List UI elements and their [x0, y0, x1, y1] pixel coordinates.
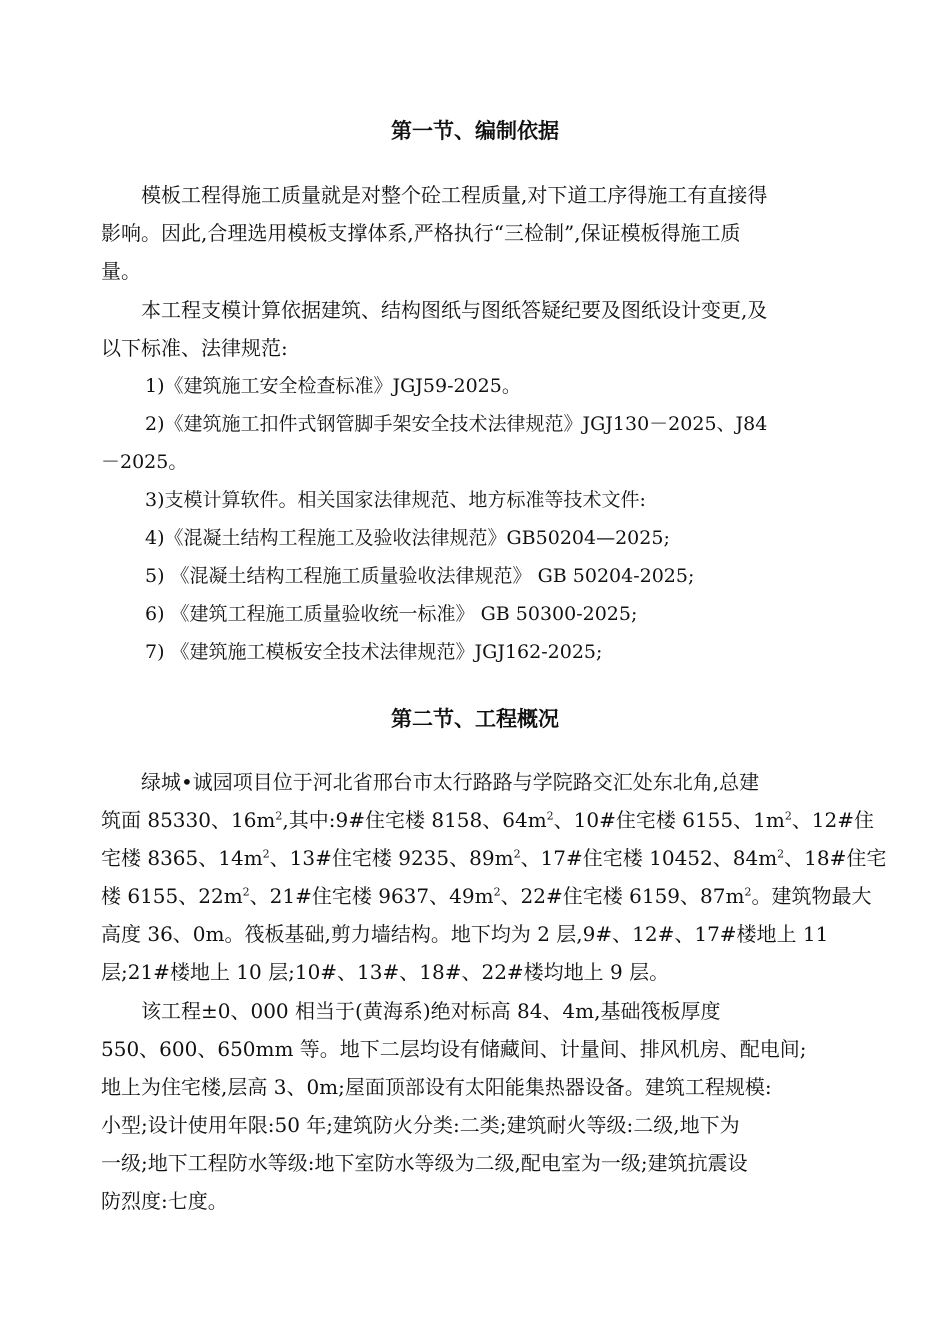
text-line: 小型;设计使用年限:50 年;建筑防火分类:二类;建筑耐火等级:二级,地下为	[101, 1113, 740, 1137]
standard-item-2-continued: －2025。	[101, 451, 188, 473]
superscript: 2	[784, 809, 792, 823]
standard-item-2: 2)《建筑施工扣件式钢管脚手架安全技术法律规范》JGJ130－2025、J84	[145, 413, 768, 435]
section-2-paragraph-1	[101, 763, 887, 991]
superscript: 2	[513, 847, 521, 861]
text-span: ,其中:9#住宅楼 8158、64m	[282, 808, 547, 832]
superscript: 2	[546, 809, 554, 823]
text-line: 该工程±0、000 相当于(黄海系)绝对标高 84、4m,基础筏板厚度	[141, 999, 721, 1023]
text-span: 。建筑物最大	[751, 884, 872, 908]
text-span: 楼 6155、22m	[101, 884, 243, 908]
text-line: 量。	[101, 259, 141, 283]
text-span: 、22#住宅楼 6159、87m	[500, 884, 745, 908]
superscript: 2	[262, 847, 270, 861]
text-line: 模板工程得施工质量就是对整个砼工程质量,对下道工序得施工有直接得	[141, 183, 768, 207]
text-line: 以下标准、法律规范:	[101, 336, 288, 360]
text-line: 550、600、650mm 等。地下二层均设有储藏间、计量间、排风机房、配电间;	[101, 1037, 807, 1061]
superscript: 2	[777, 847, 785, 861]
text-line: 防烈度:七度。	[101, 1189, 228, 1213]
text-line: 高度 36、0m。筏板基础,剪力墙结构。地下均为 2 层,9#、12#、17#楼地上 11	[101, 922, 829, 946]
standard-item-7: 7) 《建筑施工模板安全技术法律规范》JGJ162-2025;	[145, 641, 603, 663]
section-1-paragraph-2	[101, 291, 853, 367]
text-line	[101, 877, 872, 915]
text-line	[101, 839, 887, 877]
standard-item-1: 1)《建筑施工安全检查标准》JGJ59-2025。	[145, 375, 521, 397]
superscript: 2	[242, 885, 250, 899]
superscript: 2	[275, 809, 283, 823]
section-2-paragraph-2	[101, 992, 853, 1220]
text-span: 、12#住	[791, 808, 875, 832]
text-line: 绿城•诚园项目位于河北省邢台市太行路路与学院路交汇处东北角,总建	[141, 770, 760, 794]
standard-item-6: 6) 《建筑工程施工质量验收统一标准》 GB 50300-2025;	[145, 603, 638, 625]
text-span: 、13#住宅楼 9235、89m	[269, 846, 514, 870]
text-span: 、17#住宅楼 10452、84m	[520, 846, 778, 870]
text-line: 本工程支模计算依据建筑、结构图纸与图纸答疑纪要及图纸设计变更,及	[141, 298, 768, 322]
text-span: 、21#住宅楼 9637、49m	[249, 884, 494, 908]
text-span: 、18#住宅	[784, 846, 887, 870]
superscript: 2	[744, 885, 752, 899]
text-span: 、10#住宅楼 6155、1m	[553, 808, 785, 832]
standard-item-3: 3)支模计算软件。相关国家法律规范、地方标准等技术文件:	[145, 489, 646, 511]
text-line: 一级;地下工程防水等级:地下室防水等级为二级,配电室为一级;建筑抗震设	[101, 1151, 748, 1175]
text-line: 影响。因此,合理选用模板支撑体系,严格执行“三检制”,保证模板得施工质	[101, 221, 741, 245]
section-2-title: 第二节、工程概况	[391, 706, 559, 731]
superscript: 2	[493, 885, 501, 899]
text-line: 层;21#楼地上 10 层;10#、13#、18#、22#楼均地上 9 层。	[101, 960, 670, 984]
text-line	[101, 801, 875, 839]
section-1-title: 第一节、编制依据	[391, 118, 559, 143]
text-span: 筑面 85330、16m	[101, 808, 276, 832]
section-1-paragraph-1	[101, 176, 853, 290]
standard-item-4: 4)《混凝土结构工程施工及验收法律规范》GB50204—2025;	[145, 527, 670, 549]
text-line: 地上为住宅楼,层高 3、0m;屋面顶部设有太阳能集热器设备。建筑工程规模:	[101, 1075, 772, 1099]
text-span: 宅楼 8365、14m	[101, 846, 263, 870]
standard-item-5: 5) 《混凝土结构工程施工质量验收法律规范》 GB 50204-2025;	[145, 565, 695, 587]
